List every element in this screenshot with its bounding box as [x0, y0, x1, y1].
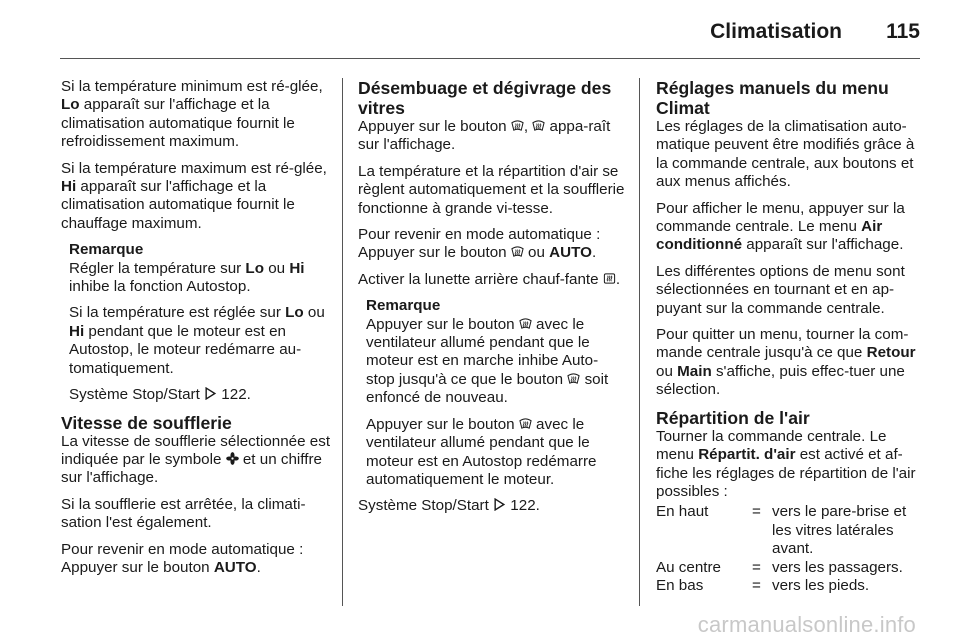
- table-cell-value: vers les pieds.: [772, 576, 870, 594]
- note-paragraph-2: Si la température est réglée sur Lo ou Hi pendant que le moteur est en Autostop, le moteur redémarre au-tomatiquement.: [69, 304, 325, 377]
- paragraph-defrost-2: La température et la répartition d'air se règlent automatiquement et la soufflerie fonctionne à grande vi-tesse.: [358, 162, 625, 217]
- paragraph-manual-3: Les différentes options de menu sont sélectionnées en tournant et en ap-puyant sur la commande centrale.: [656, 262, 905, 317]
- table-cell-key: En haut: [656, 503, 709, 521]
- heading-manual-settings: Réglages manuels du menu Climat: [656, 78, 889, 118]
- heading-air-distribution: Répartition de l'air: [656, 407, 810, 428]
- paragraph-manual-2: Pour afficher le menu, appuyer sur la commande centrale. Le menu Air conditionné apparaît sur l'affichage.: [656, 199, 905, 254]
- windscreen-defrost-icon: [532, 119, 545, 132]
- paragraph-reference: Système Stop/Start 122.: [358, 497, 540, 515]
- table-cell-equals: =: [752, 558, 761, 576]
- column-divider-2: [639, 78, 640, 606]
- paragraph-distribution: Tourner la commande centrale. Le menu Répartit. d'air est activé et af-fiche les réglages de répartition de l'air possibles :: [656, 427, 916, 500]
- column-3: [656, 78, 924, 595]
- page-title: Climatisation: [710, 20, 842, 43]
- note-paragraph-1: Régler la température sur Lo ou Hi inhibe la fonction Autostop.: [69, 259, 305, 296]
- table-cell-value: vers le pare-brise et les vitres latérales avant.: [772, 503, 907, 558]
- paragraph-defrost-1: Appuyer sur le bouton , appa-raît sur l'affichage.: [358, 118, 611, 154]
- table-row: [656, 559, 924, 577]
- paragraph-min-temp: Si la température minimum est ré-glée, Lo apparaît sur l'affichage et la climatisation automatique fournit le refroidissement maximum.: [61, 78, 323, 151]
- table-cell-value: vers les passagers.: [772, 558, 903, 576]
- note-2-paragraph-2: Appuyer sur le bouton avec le ventilateur allumé pendant que le moteur est en Autostop redémarre automatiquement le moteur.: [366, 415, 597, 488]
- windscreen-defrost-icon: [519, 317, 532, 330]
- note-block-2: [358, 297, 626, 489]
- windscreen-defrost-icon: [567, 372, 580, 385]
- paragraph-fan-2: Si la soufflerie est arrêtée, la climati-sation l'est également.: [61, 495, 306, 532]
- table-cell-equals: =: [752, 576, 761, 594]
- windscreen-defrost-icon: [511, 119, 524, 132]
- windscreen-defrost-icon: [511, 245, 524, 258]
- table-row: [656, 577, 924, 595]
- page-header: [0, 0, 960, 60]
- paragraph-manual-4: Pour quitter un menu, tourner la com-mande centrale jusqu'à ce que Retour ou Main s'affiche, puis effec-tuer une sélection.: [656, 326, 916, 399]
- page-number: 115: [886, 20, 920, 43]
- paragraph-defrost-4: Activer la lunette arrière chauf-fante .: [358, 270, 621, 288]
- header-divider: [60, 58, 920, 59]
- fan-icon: [226, 452, 239, 465]
- paragraph-fan-3: Pour revenir en mode automatique : Appuyer sur le bouton AUTO.: [61, 540, 304, 576]
- table-row: [656, 503, 924, 558]
- note-reference: Système Stop/Start 122.: [69, 386, 251, 404]
- column-1: [61, 78, 331, 585]
- watermark: carmanualsonline.info: [697, 612, 916, 637]
- heading-defrost: Désembuage et dégivrage des vitres: [358, 78, 612, 118]
- column-divider-1: [342, 78, 343, 606]
- distribution-table: [656, 503, 924, 595]
- table-cell-equals: =: [752, 503, 761, 521]
- note-title: Remarque: [69, 241, 144, 259]
- paragraph-fan-1: La vitesse de soufflerie sélectionnée est indiquée par le symbole et un chiffre sur l'affichage.: [61, 432, 331, 487]
- arrow-right-outline-icon: [204, 387, 217, 400]
- note-title-2: Remarque: [366, 297, 441, 315]
- rear-window-heat-icon: [603, 272, 616, 285]
- column-2: [358, 78, 626, 524]
- paragraph-defrost-3: Pour revenir en mode automatique : Appuyer sur le bouton ou AUTO.: [358, 226, 601, 262]
- arrow-right-outline-icon: [493, 498, 506, 511]
- note-2-paragraph-1: Appuyer sur le bouton avec le ventilateur allumé pendant que le moteur est en marche inhibe Auto-stop jusqu'à ce que le bouton soit enfoncé de nouveau.: [366, 315, 609, 407]
- heading-fan-speed: Vitesse de soufflerie: [61, 412, 232, 433]
- paragraph-manual-1: Les réglages de la climatisation auto-matique peuvent être modifiés grâce à la commande centrale, aux boutons et aux menus affichés.: [656, 118, 915, 191]
- table-cell-key: Au centre: [656, 558, 722, 576]
- note-block: [61, 241, 331, 404]
- windscreen-defrost-icon: [519, 417, 532, 430]
- table-cell-key: En bas: [656, 576, 704, 594]
- paragraph-max-temp: Si la température maximum est ré-glée, Hi apparaît sur l'affichage et la climatisation automatique fournit le chauffage maximum.: [61, 159, 327, 232]
